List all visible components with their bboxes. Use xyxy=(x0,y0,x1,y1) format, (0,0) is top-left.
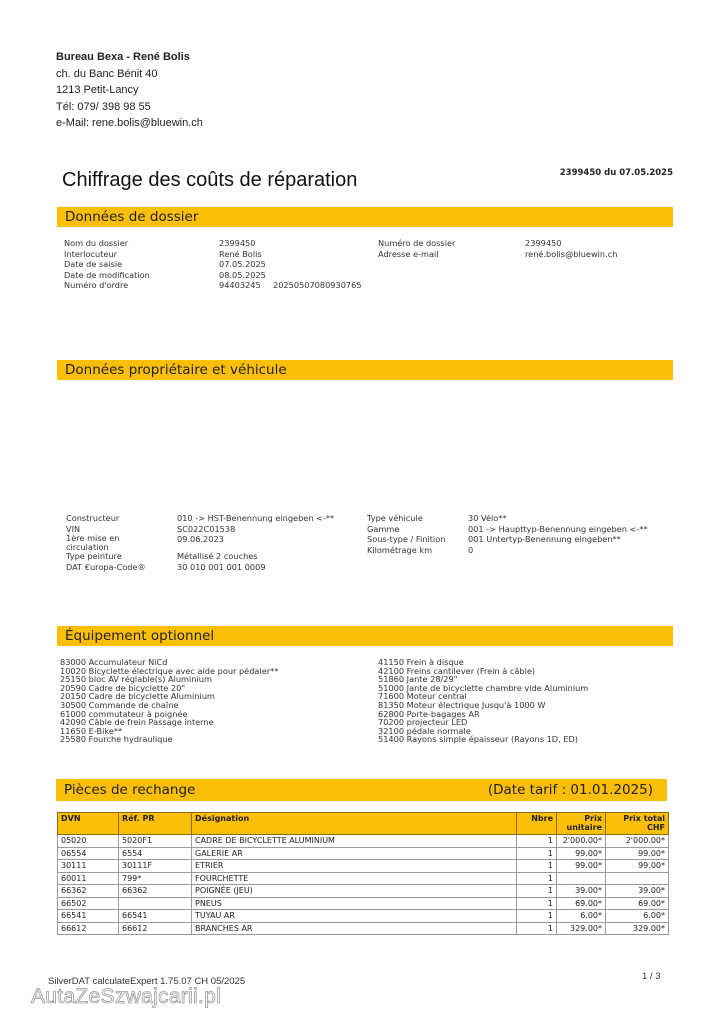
equipment-list-right xyxy=(378,658,588,744)
field-row xyxy=(64,259,362,270)
sender-phone: Tél: 079/ 398 98 55 xyxy=(56,100,151,113)
field-value: SC022C01538 xyxy=(177,523,236,534)
cell-unit: 39.00* xyxy=(557,885,606,898)
field-value: 07.05.2025 xyxy=(219,259,266,270)
field-label: Numéro d'ordre xyxy=(64,280,129,291)
field-label: Sous-type / Finition xyxy=(367,534,446,545)
cell-qty: 1 xyxy=(517,872,557,885)
cell-dvn: 66502 xyxy=(58,897,119,910)
equipment-item: 11650 E-Bike** xyxy=(60,725,123,736)
field-label: Constructeur xyxy=(66,513,120,523)
cell-total: 6.00* xyxy=(606,910,669,923)
cell-dvn: 66362 xyxy=(58,885,119,898)
cell-ref: 30111F xyxy=(119,860,192,873)
cell-unit xyxy=(557,872,606,885)
cell-qty: 1 xyxy=(517,922,557,935)
sender-name: Bureau Bexa - René Bolis xyxy=(56,51,190,63)
cell-total xyxy=(606,872,669,885)
field-row xyxy=(64,249,362,260)
equipment-item: 32100 pédale normale xyxy=(378,725,471,736)
dossier-left-fields xyxy=(64,238,362,291)
field-row xyxy=(66,534,334,551)
equipment-item: 25150 bloc AV réglable(s) Aluminium xyxy=(60,674,212,685)
field-value: Métallisé 2 couches xyxy=(177,551,258,562)
cell-total: 329.00* xyxy=(606,922,669,935)
cell-ref: 5020F1 xyxy=(119,835,192,848)
col-ref: Réf. PR xyxy=(119,813,192,835)
field-row xyxy=(367,545,648,556)
field-value: 30 010 001 001 0009 xyxy=(177,561,266,572)
field-row xyxy=(64,238,362,249)
table-row xyxy=(58,847,669,860)
cell-designation: BRANCHES AR xyxy=(192,922,517,935)
cell-dvn: 05020 xyxy=(58,835,119,848)
cell-qty: 1 xyxy=(517,835,557,848)
cell-unit: 6.00* xyxy=(557,910,606,923)
field-row xyxy=(378,238,617,249)
equipment-item: 42100 Freins cantilever (Frein à câble) xyxy=(378,665,536,676)
field-value: 94403245 xyxy=(219,280,261,291)
equipment-item: 25580 Fourche hydraulique xyxy=(60,734,173,745)
field-value: 2399450 xyxy=(219,238,256,248)
field-row xyxy=(66,551,334,562)
field-label: DAT €uropa-Code® xyxy=(66,561,146,572)
vehicle-left-fields xyxy=(66,513,334,572)
equipment-list-left xyxy=(60,658,278,744)
table-row xyxy=(58,872,669,885)
cell-ref: 66612 xyxy=(119,922,192,935)
equipment-item: 10020 Bicyclette électrique avec aide pour pédaler** xyxy=(60,665,279,676)
section-header-dossier xyxy=(57,207,673,227)
equipment-item: 70200 projecteur LED xyxy=(378,717,468,728)
table-row xyxy=(58,860,669,873)
equipment-item: 62800 Porte-bagages AR xyxy=(378,708,480,719)
cell-designation: ETRIER xyxy=(192,860,517,873)
vehicle-right-fields xyxy=(367,513,648,555)
equipment-item: 61000 commutateur à poignée xyxy=(60,708,188,719)
table-row xyxy=(58,897,669,910)
col-total-line1: Prix total xyxy=(623,814,665,823)
field-value: 30 Vélo** xyxy=(468,513,507,523)
field-value-secondary: 20250507080930765 xyxy=(273,280,362,291)
cell-designation: GALERIE AR xyxy=(192,847,517,860)
cell-qty: 1 xyxy=(517,910,557,923)
field-row xyxy=(367,513,648,524)
cell-ref: 799* xyxy=(119,872,192,885)
field-row xyxy=(378,249,617,260)
cell-total: 2'000.00* xyxy=(606,835,669,848)
sender-city: 1213 Petit-Lancy xyxy=(56,84,139,96)
field-row xyxy=(64,280,362,291)
field-label: Nom du dossier xyxy=(64,238,129,248)
field-value: 2399450 xyxy=(525,238,562,248)
col-dvn: DVN xyxy=(58,813,119,835)
parts-table-header xyxy=(58,813,669,835)
document-title: Chiffrage des coûts de réparation xyxy=(62,169,358,191)
field-label: Type peinture xyxy=(66,551,122,562)
field-label: Adresse e-mail xyxy=(378,248,439,259)
equipment-item: 30500 Commande de chaîne xyxy=(60,699,179,710)
field-row xyxy=(367,524,648,535)
equipment-item: 20590 Cadre de bicyclette 20" xyxy=(60,682,186,693)
field-row xyxy=(64,270,362,281)
section-title: Données propriétaire et véhicule xyxy=(65,362,287,378)
equipment-item: 42090 Câble de frein Passage interne xyxy=(60,717,214,728)
table-row xyxy=(58,910,669,923)
field-value: 001 Untertyp-Benennung eingeben** xyxy=(468,534,621,545)
cell-designation: PNEUS xyxy=(192,897,517,910)
section-title: Équipement optionnel xyxy=(65,628,215,644)
cell-unit: 329.00* xyxy=(557,922,606,935)
field-label: Date de saisie xyxy=(64,259,123,270)
cell-unit: 99.00* xyxy=(557,847,606,860)
field-label: Gamme xyxy=(367,523,400,534)
section-header-parts xyxy=(56,779,667,801)
cell-qty: 1 xyxy=(517,897,557,910)
sender-address xyxy=(56,49,203,132)
field-value: 0 xyxy=(468,544,474,555)
col-unit-price-line1: Prix xyxy=(584,814,602,823)
field-value: 010 -> HST-Benennung eingeben <-** xyxy=(177,513,335,523)
field-label: Numéro de dossier xyxy=(378,238,456,248)
field-label: 1ère mise en circulation xyxy=(66,533,120,552)
field-row xyxy=(367,534,648,545)
cell-dvn: 30111 xyxy=(58,860,119,873)
cell-total: 99.00* xyxy=(606,860,669,873)
cell-unit: 69.00* xyxy=(557,897,606,910)
section-title: Pièces de rechange xyxy=(64,782,196,798)
page-number: 1 / 3 xyxy=(642,971,661,982)
cell-dvn: 66541 xyxy=(58,910,119,923)
field-row xyxy=(66,562,334,573)
cell-ref xyxy=(119,897,192,910)
section-header-equipment xyxy=(57,626,673,646)
cell-unit: 99.00* xyxy=(557,860,606,873)
table-row xyxy=(58,922,669,935)
equipment-item: 51000 Jante de bicyclette chambre vide Aluminium xyxy=(378,682,589,693)
price-date: (Date tarif : 01.01.2025) xyxy=(487,782,653,798)
field-label: Kilométrage km xyxy=(367,544,433,555)
field-row xyxy=(66,513,334,524)
equipment-item: 41150 Frein à disque xyxy=(378,657,464,667)
cell-ref: 66541 xyxy=(119,910,192,923)
dossier-right-fields xyxy=(378,238,617,259)
section-header-vehicle xyxy=(57,360,673,380)
watermark: AutaZeSzwajcarii.pl xyxy=(31,985,222,1008)
cell-qty: 1 xyxy=(517,885,557,898)
table-row xyxy=(58,885,669,898)
cell-total: 69.00* xyxy=(606,897,669,910)
cell-dvn: 60011 xyxy=(58,872,119,885)
footer-software: SilverDAT calculateExpert 1.75.07 CH 05/2025 xyxy=(48,976,246,987)
equipment-item: 83000 Accumulateur NiCd xyxy=(60,657,168,667)
col-total-line2: CHF xyxy=(646,823,665,832)
cell-total: 99.00* xyxy=(606,847,669,860)
equipment-item: 51400 Rayons simple épaisseur (Rayons 1D, ED) xyxy=(378,734,578,745)
cell-total: 39.00* xyxy=(606,885,669,898)
cell-qty: 1 xyxy=(517,847,557,860)
equipment-item: 51860 Jante 28/29" xyxy=(378,674,458,685)
section-title: Données de dossier xyxy=(65,209,199,225)
cell-dvn: 06554 xyxy=(58,847,119,860)
field-value: rené.bolis@bluewin.ch xyxy=(525,248,618,259)
field-label: Date de modification xyxy=(64,269,150,280)
sender-email: e-Mail: rene.bolis@bluewin.ch xyxy=(56,117,203,129)
document-reference: 2399450 du 07.05.2025 xyxy=(559,168,673,178)
cell-unit: 2'000.00* xyxy=(557,835,606,848)
field-value: 001 -> Haupttyp-Benennung eingeben <-** xyxy=(468,523,648,534)
equipment-item: 81350 Moteur électrique Jusqu'à 1000 W xyxy=(378,699,546,710)
field-value: 09.06.2023 xyxy=(177,534,224,545)
table-row xyxy=(58,835,669,848)
equipment-item: 71600 Moteur central xyxy=(378,691,467,702)
equipment-item: 20150 Cadre de bicyclette Aluminium xyxy=(60,691,215,702)
col-unit-price-line2: unitaire xyxy=(566,823,602,832)
field-value: 08.05.2025 xyxy=(219,269,266,280)
cell-designation: CADRE DE BICYCLETTE ALUMINIUM xyxy=(192,835,517,848)
field-label: VIN xyxy=(66,523,81,534)
col-unit-price xyxy=(557,813,606,835)
parts-table xyxy=(57,812,669,935)
sender-street: ch. du Banc Bénit 40 xyxy=(56,67,158,80)
col-total xyxy=(606,813,669,835)
cell-designation: FOURCHETTE xyxy=(192,872,517,885)
col-designation: Désignation xyxy=(192,813,517,835)
cell-designation: POIGNÉE (JEU) xyxy=(192,885,517,898)
cell-designation: TUYAU AR xyxy=(192,910,517,923)
field-label: Interlocuteur xyxy=(64,248,117,259)
field-value: René Bolis xyxy=(219,248,262,259)
cell-ref: 6554 xyxy=(119,847,192,860)
cell-dvn: 66612 xyxy=(58,922,119,935)
cell-qty: 1 xyxy=(517,860,557,873)
col-qty: Nbre xyxy=(517,813,557,835)
cell-ref: 66362 xyxy=(119,885,192,898)
field-label: Type véhicule xyxy=(367,513,423,523)
